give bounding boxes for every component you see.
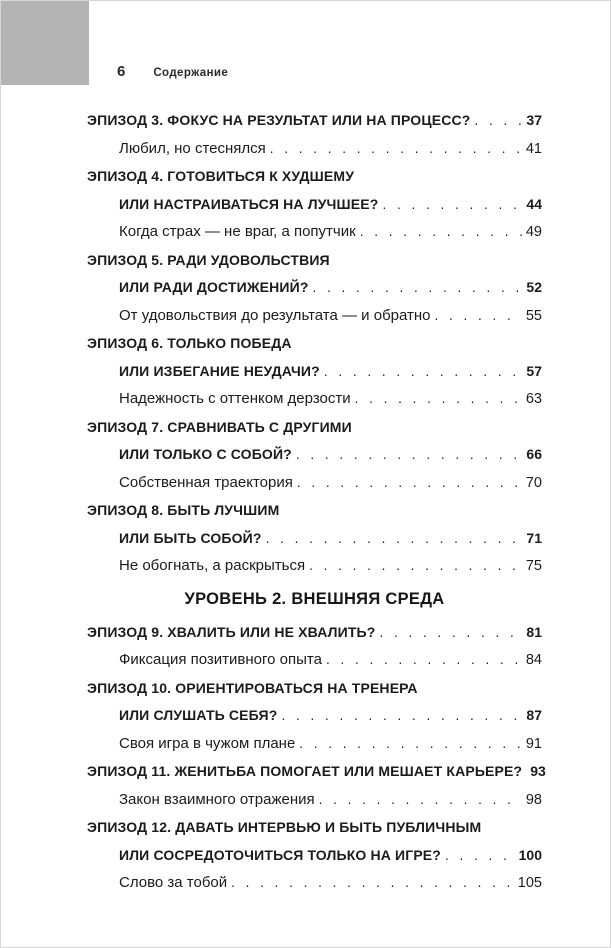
dot-leader — [360, 218, 522, 246]
toc-title-line — [87, 274, 542, 302]
toc-subtitle-text: Закон взаимного отражения — [119, 790, 315, 808]
dot-leader — [379, 619, 522, 647]
toc-title-text: ИЛИ НАСТРАИВАТЬСЯ НА ЛУЧШЕЕ? — [119, 195, 379, 212]
toc-subtitle-line — [87, 730, 542, 759]
toc-subtitle-text: Слово за тобой — [119, 874, 228, 891]
toc-entry — [87, 330, 542, 414]
page-ref: 44 — [526, 195, 542, 212]
page-ref: 57 — [526, 362, 542, 379]
dot-leader — [297, 469, 522, 497]
toc-subtitle-line — [87, 302, 542, 331]
toc-title-line — [87, 358, 542, 386]
page-ref: 37 — [526, 112, 542, 128]
corner-decoration — [1, 1, 89, 85]
toc — [87, 107, 546, 898]
toc-title-text: ЭПИЗОД 6. ТОЛЬКО ПОБЕДА — [87, 335, 292, 351]
dot-leader — [326, 646, 522, 674]
toc-title-text: ЭПИЗОД 11. ЖЕНИТЬБА ПОМОГАЕТ ИЛИ МЕШАЕТ КАРЬЕРЕ? — [87, 763, 523, 779]
page-ref: 49 — [525, 224, 542, 240]
dot-leader — [299, 730, 522, 758]
toc-subtitle-text: Любил, но стеснялся — [119, 139, 266, 157]
toc-title-line — [87, 414, 542, 442]
dot-leader — [382, 191, 522, 219]
toc-subtitle-text: Фиксация позитивного опыта — [119, 651, 322, 668]
dot-leader — [445, 842, 515, 870]
toc-title-text: ЭПИЗОД 9. ХВАЛИТЬ ИЛИ НЕ ХВАЛИТЬ? — [87, 623, 376, 640]
toc-entry — [87, 497, 542, 581]
toc-subtitle-text: Собственная траектория — [119, 473, 293, 491]
toc-entry — [87, 107, 542, 163]
page-ref: 84 — [525, 652, 542, 668]
dot-leader — [324, 358, 523, 386]
toc-title-text: ЭПИЗОД 5. РАДИ УДОВОЛЬСТВИЯ — [87, 251, 330, 268]
toc-subtitle-line — [87, 786, 542, 815]
toc-subtitle-line — [87, 869, 542, 898]
toc-title-text: ИЛИ СОСРЕДОТОЧИТЬСЯ ТОЛЬКО НА ИГРЕ? — [119, 846, 441, 863]
toc-title-line — [87, 247, 542, 275]
toc-entry — [87, 758, 546, 814]
dot-leader — [270, 135, 522, 163]
toc-title-line — [87, 107, 542, 135]
toc-entry — [87, 163, 542, 247]
toc-title-line — [87, 330, 542, 358]
toc-title-line — [87, 675, 542, 703]
toc-subtitle-line — [87, 552, 542, 581]
page-ref: 75 — [525, 558, 542, 574]
page-number: 6 — [117, 63, 126, 80]
toc-title-line — [87, 814, 542, 842]
toc-title-text: ЭПИЗОД 10. ОРИЕНТИРОВАТЬСЯ НА ТРЕНЕРА — [87, 679, 418, 696]
toc-title-text: ИЛИ ИЗБЕГАНИЕ НЕУДАЧИ? — [119, 362, 320, 379]
page-ref: 52 — [526, 279, 542, 295]
dot-leader — [296, 441, 523, 469]
page-ref: 81 — [526, 623, 542, 640]
page-ref: 91 — [525, 735, 542, 752]
page-ref: 100 — [518, 846, 542, 863]
running-title: Содержание — [153, 67, 229, 79]
page-ref: 105 — [517, 875, 542, 891]
toc-subtitle-line — [87, 218, 542, 247]
toc-subtitle-text: Когда страх — не враг, а попутчик — [119, 223, 356, 240]
toc-subtitle-line — [87, 135, 542, 164]
toc-entry — [87, 414, 542, 498]
toc-subtitle-text: Своя игра в чужом плане — [119, 734, 296, 752]
toc-subtitle-line — [87, 385, 542, 414]
page-ref: 55 — [525, 307, 542, 324]
toc-entry — [87, 247, 542, 331]
dot-leader — [319, 786, 522, 814]
dot-leader — [474, 107, 522, 135]
toc-entry — [87, 814, 542, 898]
toc-title-text: ЭПИЗОД 7. СРАВНИВАТЬ С ДРУГИМИ — [87, 418, 352, 435]
toc-title-line — [87, 497, 542, 525]
toc-entry — [87, 619, 542, 675]
page-ref: 93 — [530, 763, 546, 779]
toc-entry — [87, 675, 542, 759]
section-heading: УРОВЕНЬ 2. ВНЕШНЯЯ СРЕДА — [184, 589, 445, 608]
page-ref: 87 — [526, 707, 542, 723]
toc-title-line — [87, 525, 542, 553]
page-ref: 66 — [526, 446, 542, 462]
toc-title-text: ЭПИЗОД 12. ДАВАТЬ ИНТЕРВЬЮ И БЫТЬ ПУБЛИЧНЫМ — [87, 819, 482, 835]
toc-title-text: ЭПИЗОД 3. ФОКУС НА РЕЗУЛЬТАТ ИЛИ НА ПРОЦЕСС? — [87, 112, 471, 128]
dot-leader — [355, 385, 522, 413]
dot-leader — [309, 552, 522, 580]
toc-title-text: ИЛИ РАДИ ДОСТИЖЕНИЙ? — [119, 279, 309, 295]
toc-title-line — [87, 619, 542, 647]
toc-subtitle-line — [87, 646, 542, 675]
toc-title-line — [87, 441, 542, 469]
toc-title-text: ИЛИ СЛУШАТЬ СЕБЯ? — [119, 707, 278, 723]
toc-subtitle-text: Надежность с оттенком дерзости — [119, 390, 351, 407]
dot-leader — [266, 525, 523, 553]
page-header — [117, 63, 228, 80]
toc-title-text: ЭПИЗОД 4. ГОТОВИТЬСЯ К ХУДШЕМУ — [87, 168, 355, 184]
page-ref: 71 — [526, 529, 542, 546]
toc-title-line — [87, 842, 542, 870]
page-ref: 70 — [525, 474, 542, 491]
page-ref: 41 — [525, 140, 542, 157]
toc-subtitle-text: От удовольствия до результата — и обратно — [119, 306, 431, 324]
toc-title-text: ИЛИ ТОЛЬКО С СОБОЙ? — [119, 446, 292, 462]
toc-title-text: ЭПИЗОД 8. БЫТЬ ЛУЧШИМ — [87, 502, 280, 518]
toc-title-line — [87, 758, 546, 786]
page-ref: 98 — [525, 791, 542, 808]
toc-subtitle-line — [87, 469, 542, 498]
toc-title-line — [87, 702, 542, 730]
toc-title-line — [87, 163, 542, 191]
toc-title-line — [87, 191, 542, 219]
dot-leader — [231, 869, 514, 897]
toc-subtitle-text: Не обогнать, а раскрыться — [119, 557, 306, 574]
page-ref: 63 — [525, 391, 542, 407]
dot-leader — [281, 702, 522, 730]
dot-leader — [435, 302, 522, 330]
dot-leader — [313, 274, 523, 302]
toc-title-text: ИЛИ БЫТЬ СОБОЙ? — [119, 529, 262, 546]
